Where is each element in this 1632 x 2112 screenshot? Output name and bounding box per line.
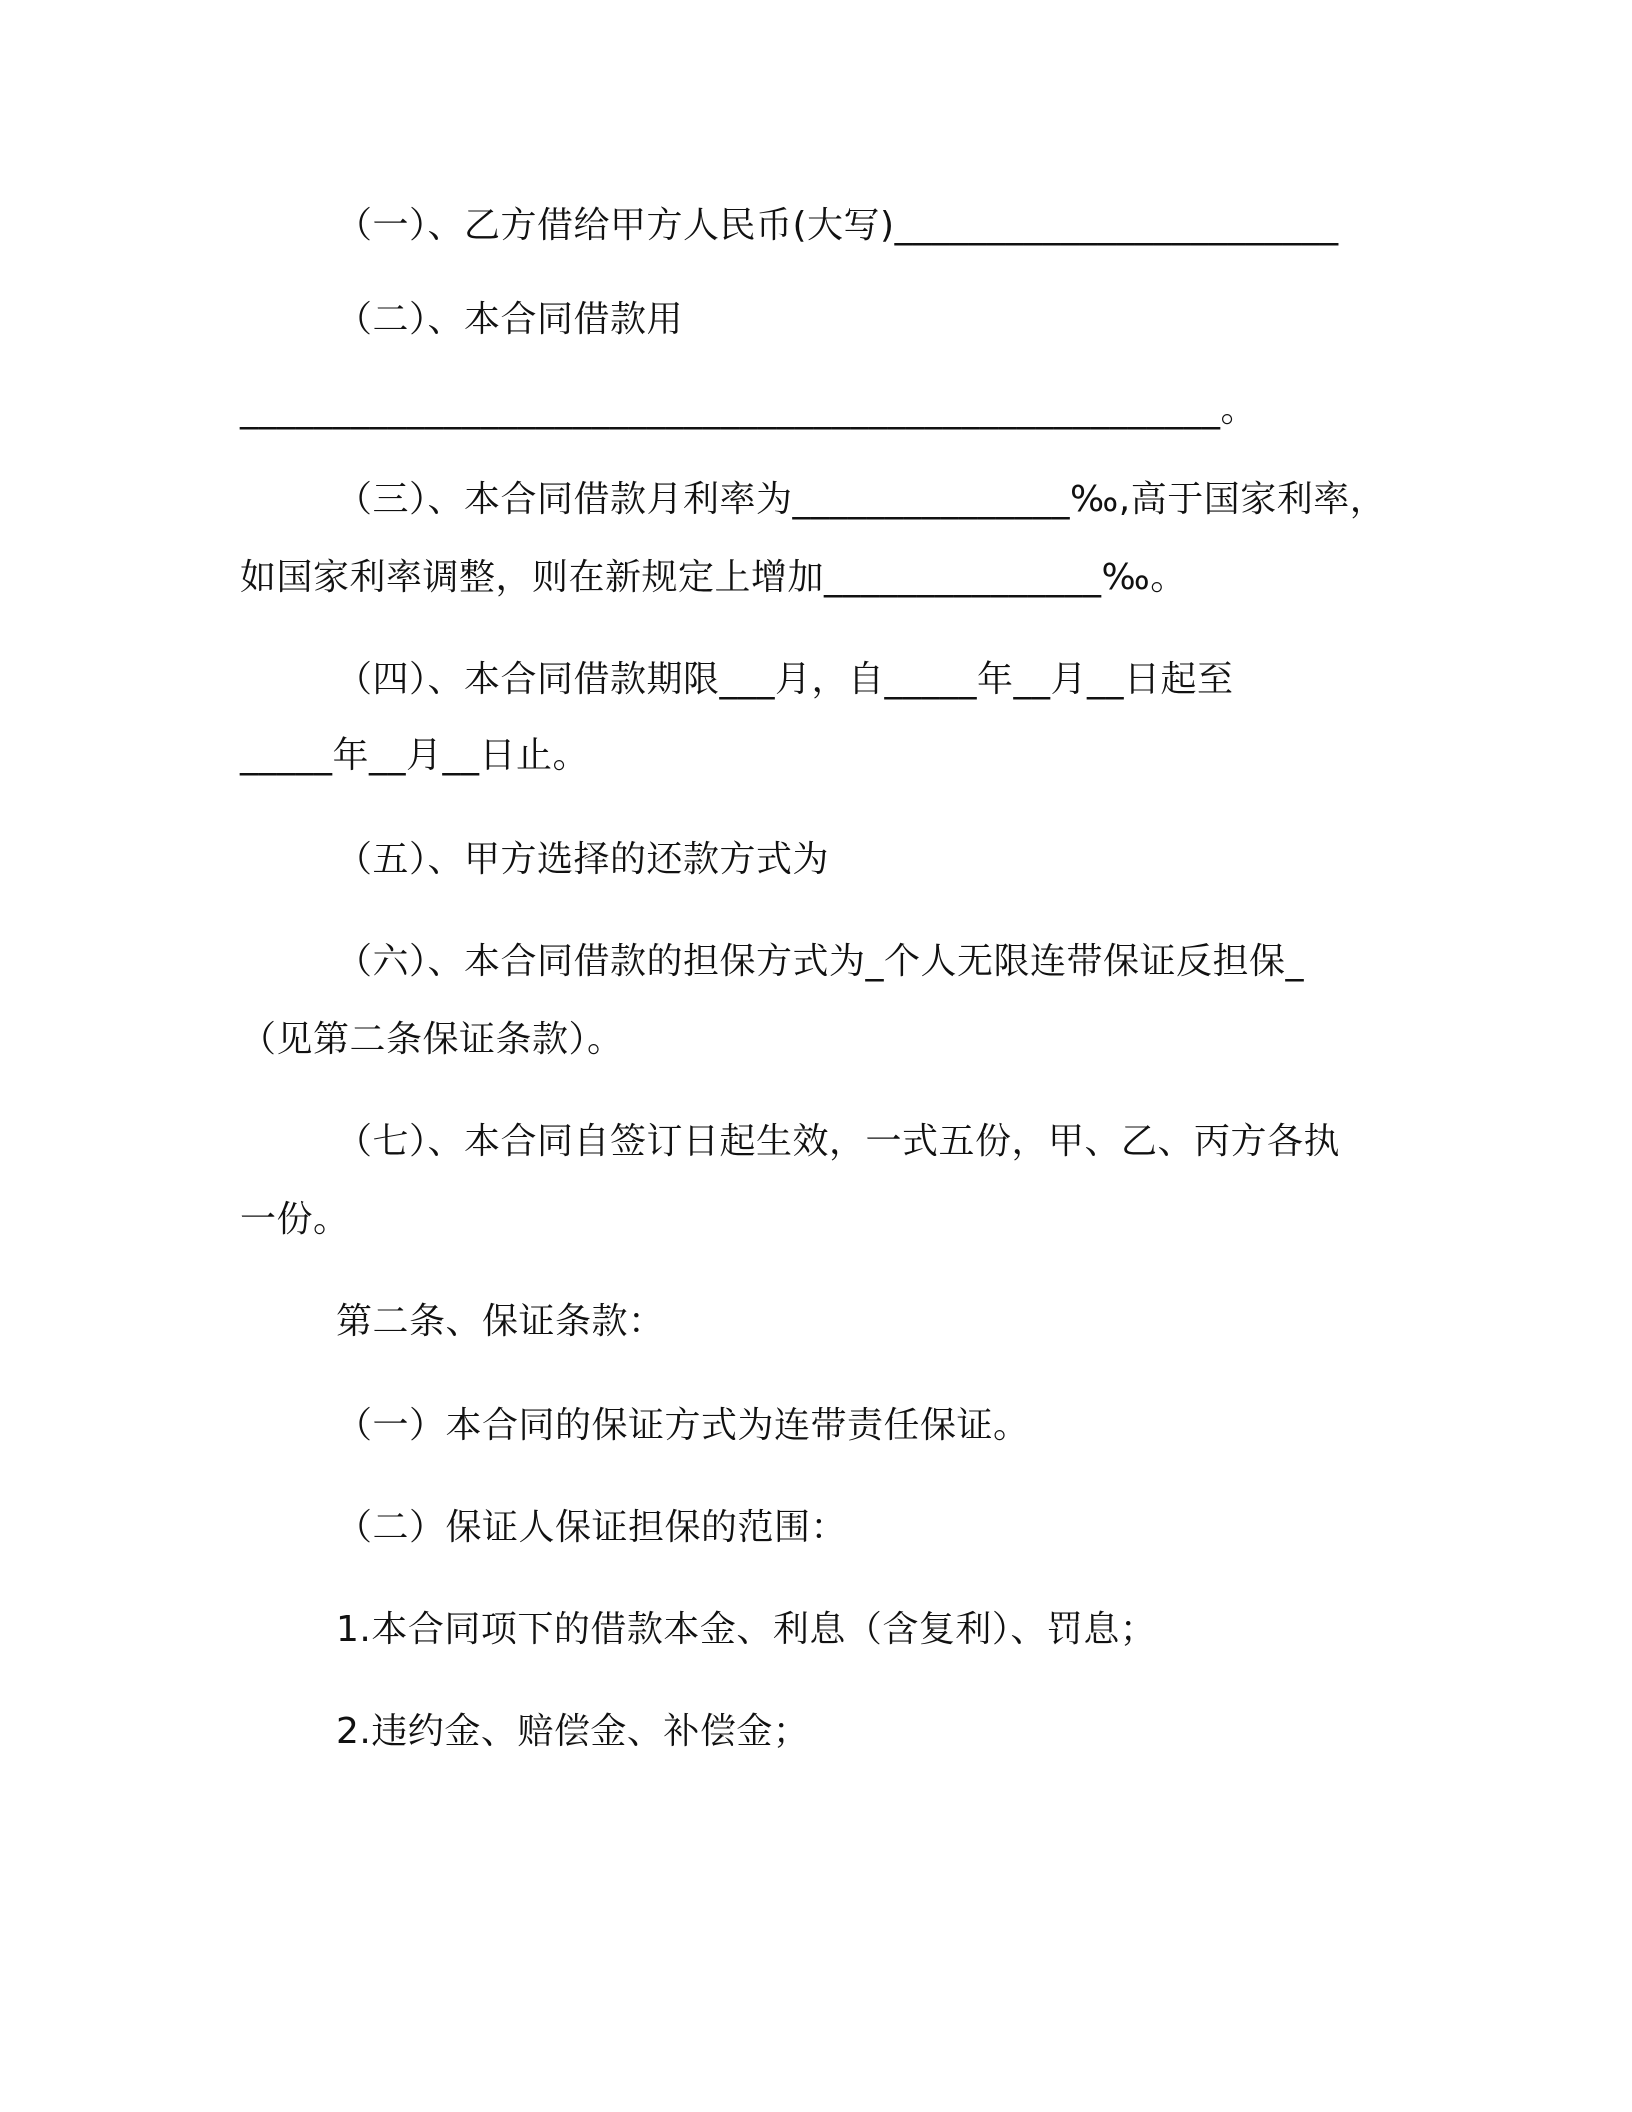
- clause-1-4-cont: _____年__月__日止。: [240, 735, 590, 776]
- clause-1-6: （六）、本合同借款的担保方式为_个人无限连带保证反担保_: [336, 941, 1305, 982]
- clause-1-1: （一）、乙方借给甲方人民币(大写)________________________: [336, 205, 1339, 246]
- list-item-2: 2.违约金、赔偿金、补偿金；: [336, 1711, 810, 1752]
- clause-1-7: （七）、本合同自签订日起生效，一式五份，甲、乙、丙方各执: [336, 1121, 1341, 1162]
- clause-1-2-blank: _____________________________________________________。: [240, 389, 1257, 430]
- section-heading-guarantee: 第二条、保证条款：: [336, 1301, 665, 1342]
- clause-1-5: （五）、甲方选择的还款方式为: [336, 839, 830, 880]
- clause-1-3-cont: 如国家利率调整，则在新规定上增加_______________‰。: [240, 557, 1187, 598]
- clause-1-2: （二）、本合同借款用: [336, 299, 684, 340]
- clause-2-2: （二）保证人保证担保的范围：: [336, 1507, 848, 1548]
- clause-1-7-cont: 一份。: [240, 1199, 350, 1240]
- clause-1-3: （三）、本合同借款月利率为_______________‰,高于国家利率，: [336, 479, 1387, 520]
- clause-2-1: （一）本合同的保证方式为连带责任保证。: [336, 1405, 1030, 1446]
- clause-1-6-cont: （见第二条保证条款）。: [240, 1019, 624, 1060]
- clause-1-4: （四）、本合同借款期限___月，自_____年__月__日起至: [336, 659, 1234, 700]
- list-item-1: 1.本合同项下的借款本金、利息（含复利）、罚息；: [336, 1609, 1157, 1650]
